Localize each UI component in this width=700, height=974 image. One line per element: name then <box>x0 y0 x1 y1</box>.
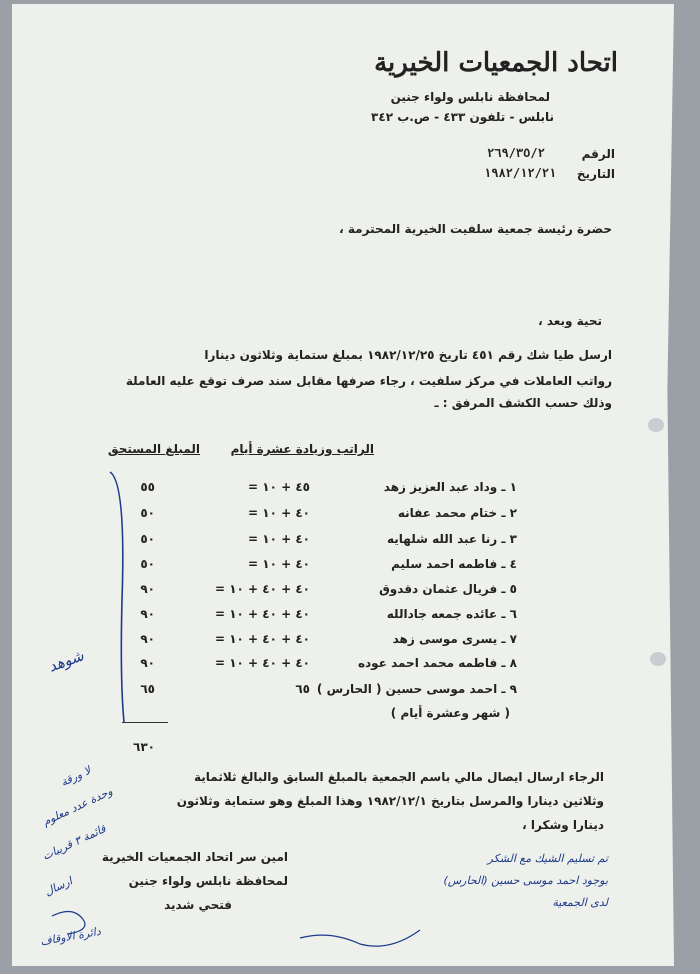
handwritten-note: بوجود احمد موسى حسين (الحارس) <box>443 874 608 887</box>
body-line: وذلك حسب الكشف المرفق : ـ <box>434 396 612 410</box>
row-calc: ٤٠ + ١٠ = <box>248 532 310 546</box>
handwritten-note: ارسال <box>42 874 75 899</box>
row-name: ٤ ـ فاطمه احمد سليم <box>391 557 517 571</box>
signature-name: فتحي شديد <box>164 898 232 912</box>
letterhead-contact: نابلس - تلفون ٤٣٣ - ص.ب ٣٤٢ <box>371 110 554 124</box>
row-calc: ٤٠ + ٤٠ + ١٠ = <box>214 632 310 646</box>
row-calc: ٦٥ <box>295 682 310 696</box>
row-amount: ٩٠ <box>140 656 155 670</box>
row-name: ٥ ـ فريال عثمان دقدوق <box>379 582 517 596</box>
row-amount: ٥٠ <box>140 557 155 571</box>
row-calc: ٤٠ + ٤٠ + ١٠ = <box>214 582 310 596</box>
date-label: التاريخ <box>576 167 615 181</box>
handwritten-note: وحدة عدد معلوم <box>40 784 115 829</box>
row-amount: ٩٠ <box>140 632 155 646</box>
row-name: ١ ـ وداد عبد العزيز زهد <box>383 480 517 494</box>
bracket-stroke <box>110 472 124 722</box>
greeting: تحية وبعد ، <box>538 314 602 328</box>
row-amount: ٥٠ <box>140 532 155 546</box>
row-name: ٦ ـ عائده جمعه جادالله <box>386 607 517 621</box>
date-value: ١٩٨٢/١٢/٢١ <box>484 166 557 180</box>
row-amount: ٥٠ <box>140 506 155 520</box>
row-amount: ٩٠ <box>140 607 155 621</box>
signature-stroke <box>300 930 420 946</box>
handwritten-note: دائرة الاوقاف <box>39 924 102 949</box>
row-calc: ٤٠ + ٤٠ + ١٠ = <box>214 656 310 670</box>
handwritten-note: لا ورقة <box>58 763 93 790</box>
signature-stroke <box>52 911 85 934</box>
row-name: ٩ ـ احمد موسى حسين ( الحارس ) <box>316 682 517 696</box>
body-line: رواتب العاملات في مركز سلفيت ، رجاء صرفها مقابل سند صرف توقع عليه العاملة <box>125 374 612 388</box>
closing-line: وثلاثين دينارا والمرسل بتاريخ ١٩٨٢/١٢/١ وهذا المبلغ وهو ستماية وثلاثون <box>176 794 604 808</box>
row-amount: ٦٥ <box>140 682 155 696</box>
handwritten-note: لدى الجمعية <box>552 896 608 909</box>
letterhead-org: اتحاد الجمعيات الخيرية <box>374 48 618 78</box>
row-calc: ٤٥ + ١٠ = <box>248 480 310 494</box>
ref-value: ٢٦٩/٣٥/٢ <box>487 146 545 160</box>
total-amount: ٦٣٠ <box>133 740 155 754</box>
row-amount: ٥٥ <box>140 480 155 494</box>
closing-line: الرجاء ارسال ايصال مالي باسم الجمعية بالمبلغ السابق والبالغ ثلاثماية <box>194 770 604 784</box>
handwritten-note: تم تسليم الشيك مع الشكر <box>487 852 608 865</box>
row-calc: ٤٠ + ٤٠ + ١٠ = <box>214 607 310 621</box>
handwritten-note: قائمة ٣ قريبات <box>40 822 108 863</box>
ref-label: الرقم <box>581 147 615 161</box>
row-name: ٣ ـ رنا عبد الله شلهايه <box>387 532 517 546</box>
col-salary: الراتب وزيادة عشرة أيام <box>230 442 374 456</box>
signature-region: لمحافظة نابلس ولواء جنين <box>128 874 288 888</box>
col-amount: المبلغ المستحق <box>107 442 200 456</box>
signature-title: امين سر اتحاد الجمعيات الخيرية <box>101 850 288 864</box>
row-note: ( شهر وعشرة أيام ) <box>390 706 510 720</box>
addressee: حضرة رئيسة جمعية سلفيت الخيرية المحترمة ، <box>339 222 612 236</box>
row-name: ٧ ـ يسرى موسى زهد <box>392 632 517 646</box>
row-name: ٨ ـ فاطمه محمد احمد عوده <box>357 656 517 670</box>
margin-mark: شوهد <box>46 646 87 676</box>
body-line: ارسل طيا شك رقم ٤٥١ تاريخ ١٩٨٢/١٢/٢٥ بمبلغ ستماية وثلاثون دينارا <box>204 348 612 362</box>
row-amount: ٩٠ <box>140 582 155 596</box>
row-calc: ٤٠ + ١٠ = <box>248 557 310 571</box>
row-name: ٢ ـ ختام محمد عفانه <box>397 506 517 520</box>
row-calc: ٤٠ + ١٠ = <box>248 506 310 520</box>
closing-line: دينارا وشكرا ، <box>522 818 604 832</box>
letterhead-region: لمحافظة نابلس ولواء جنين <box>390 90 550 104</box>
